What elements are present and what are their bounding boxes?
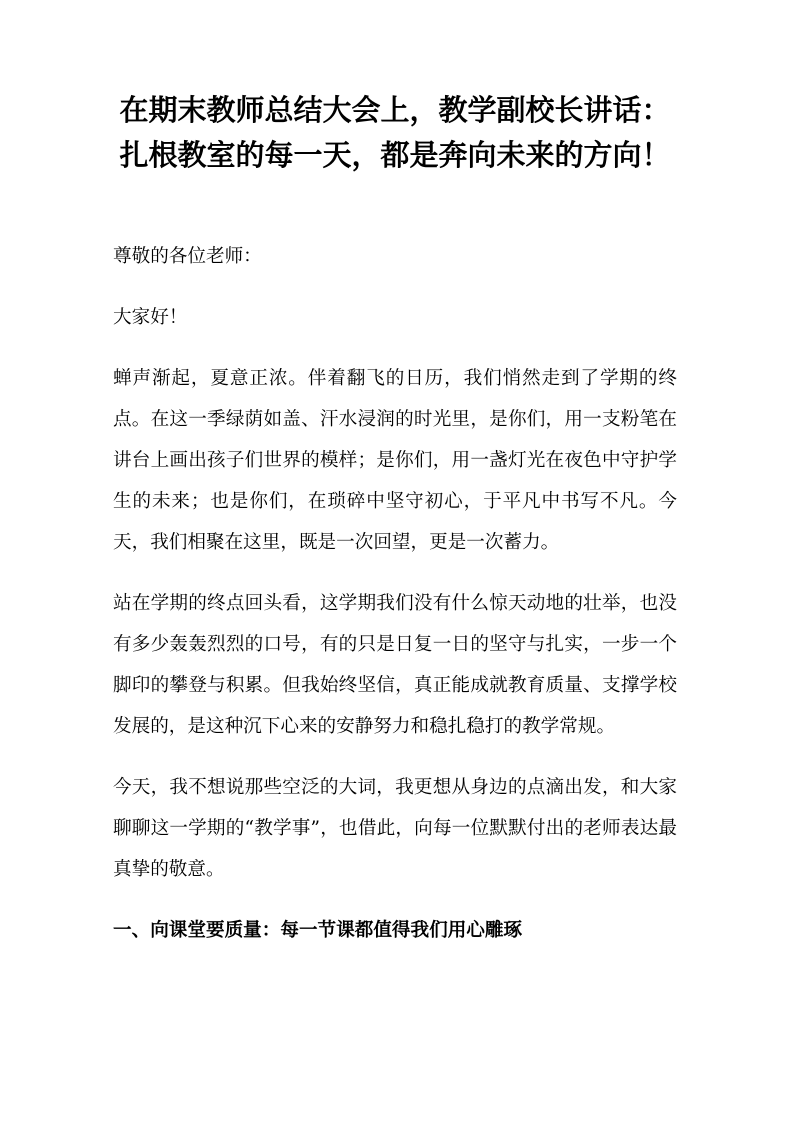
greeting-line: 大家好！ bbox=[113, 307, 188, 328]
body-paragraph-1: 蝉声渐起，夏意正浓。伴着翻飞的日历，我们悄然走到了学期的终点。在这一季绿荫如盖、汗水浸润的时光里，是你们，用一支粉笔在讲台上画出孩子们世界的模样；是你们，用一盏灯光在夜色中守护学生的未来；也是你们，在琐碎中坚守初心，于平凡中书写不凡。今天，我们相聚在这里，既是一次回望，更是一次蓄力。 bbox=[113, 368, 677, 553]
body-paragraph-2: 站在学期的终点回头看，这学期我们没有什么惊天动地的壮举，也没有多少轰轰烈烈的口号，有的只是日复一日的坚守与扎实，一步一个脚印的攀登与积累。但我始终坚信，真正能成就教育质量、支撑学校发展的，是这种沉下心来的安静努力和稳扎稳打的教学常规。 bbox=[113, 593, 677, 737]
section-heading-1: 一、向课堂要质量：每一节课都值得我们用心雕琢 bbox=[113, 920, 523, 941]
document-title-line-2: 扎根教室的每一天，都是奔向未来的方向！ bbox=[119, 138, 671, 172]
document-title-line-1: 在期末教师总结大会上，教学副校长讲话： bbox=[119, 93, 671, 127]
body-paragraph-3: 今天，我不想说那些空泛的大词，我更想从身边的点滴出发，和大家聊聊这一学期的“教学事”，也借此，向每一位默默付出的老师表达最真挚的敬意。 bbox=[113, 777, 677, 880]
document-title bbox=[107, 88, 683, 178]
salutation-line: 尊敬的各位老师： bbox=[113, 246, 262, 267]
